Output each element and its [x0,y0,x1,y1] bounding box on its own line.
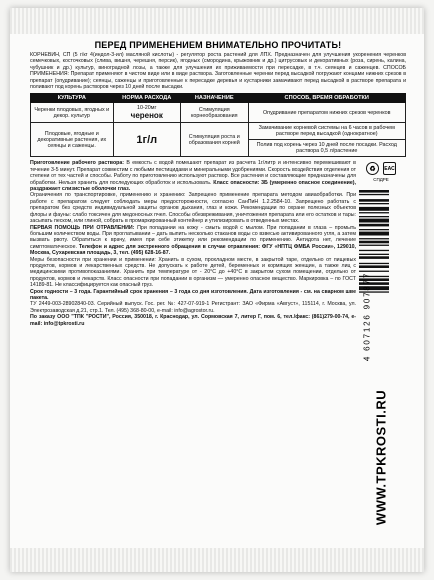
first-aid-body: При попадании на кожу - смыть водой с мылом. При попадании в глаза – промыть большим количеством воды. При проглатывании – дать выпить несколько стаканов воды со взвесью активированного угля, а затем вызвать рвоту. Обратиться к врачу, имея при себе этикетку или рекомендации по применению. Антидота нет, лечение симптоматическое. [30,224,356,250]
recycle-icon: ♻ [366,162,379,175]
product-label [10,8,424,572]
table-row [31,123,406,140]
eac-mark-label: ЕАС [384,165,395,172]
rate-cell [113,103,181,123]
barcode-number: 4 607126 907877 [362,271,372,362]
shelf-life-text: Срок годности – 3 года. Гарантийный срок хранения – 3 года со дня изготовления. Дата изготовления - см. на сварном шве пакета. [30,288,356,301]
website-label [366,370,388,550]
bottom-crimp-seal [10,548,424,572]
label-heading: ПЕРЕД ПРИМЕНЕНИЕМ ВНИМАТЕЛЬНО ПРОЧИТАТЬ! [94,40,342,50]
purpose-cell: Стимуляция роста и образования корней [181,123,249,157]
marking-icons [356,162,406,175]
intro-text: КОРНЕВИН, СП (5 г/кг 4(индол-3-ил) масляной кислоты) - регулятор роста растений для ЛПХ. Предназначен для улучшения укоренения черенков семечковых, косточковых (слива, вишня, черешня, персик), ягодных (смородина, крыжовник и др.) цитрусовых и декоративных (роза, сирень, калина, чубушник и др.) культур, виноградной лозы, а также для улучшения их приживаемости при пересадке, в т.ч. сеянцев и саженцев. СПОСОБ ПРИМЕНЕНИЯ: Препарат применяют в чистом виде или в виде раствора. Заготовленные черенки перед высадкой погружают концами нижних срезов в препарат (опудривание); сеянцы, саженцы и приготовленные к пересадке деревья и кустарники замачивают перед высадкой в растворе препарата и поливают под корень растворов через 10 дней после высадки. [30,52,406,91]
storage-text: Меры безопасности при хранении и применении: Хранить в сухом, прохладном месте, в закрытой таре, отдельно от пищевых продуктов, кормов и лекарственных средств. Не допускать к работе детей, беременных и кормящих женщин, а также лиц с медицинскими противопоказаниями. Хранить при температуре от - 20°С до +40°С в закрытом сухом помещении, отдельно от продуктов, кормов и лекарств. Класс опасности при попадании в организм — умеренно опасное вещество. Маркировка – по ГОСТ 14189-81. Не классифицируется как опасный груз. [30,256,356,289]
preparation-title: Приготовление рабочего раствора: [30,160,125,167]
rate-value: 10-20мг [137,105,157,112]
hazard-class-note: Класс опасности: 3Б (умеренно опасное соединение), раздражает слизистые оболочки глаз. [30,179,357,193]
rate-cell: 1г/л [113,123,181,157]
eac-mark-icon [383,162,396,175]
instructions-column [30,160,356,327]
barcode [359,188,403,358]
culture-cell: Плодовые, ягодные и декоративные растения, их сеянцы и саженцы. [31,123,114,157]
col-header-rate: НОРМА РАСХОДА [113,94,181,103]
restrictions-text: Ограничения по транспортировке, применению и хранению: Запрещено применение препарата методом авиаобработки. При работе с препаратом следует соблюдать меры предосторожности, согласно СанПиН 1.2.2584-10. Запрещено работать с препаратом без средств индивидуальной защиты органов дыхания, глаз и кожи. Рекомендации по охране полезных объектов флоры и фауны: слабо токсичен для медоносных пчел. Способы обезвреживания, уничтожения препарата или его остатков и тары: засыпать песком, или глиной, собрать в промаркированный контейнер и утилизировать в отведенных местах. [30,192,356,225]
dosage-table [30,93,406,157]
registrant-text: ТУ 2449-003-28902840-03. Серийный выпуск. Гос. рег. №: 427-07-919-1 Регистрант: ЗАО «Фирма «Август», 115114, г. Москва, ул. Электрозаводская д.21, стр.1. Тел. (495) 368-80-00, e-mail: info@agrostor.ru. [30,301,356,314]
method-cell: Опудривание препаратом нижних срезов черенков [248,103,406,123]
preparation-text [30,160,356,192]
website-url: WWW.TPKROSTI.RU [373,390,389,526]
rate-unit: черенок [130,111,163,121]
purpose-cell: Стимуляция корнеобразования [181,103,249,123]
method-cell: Замачивание корневой системы на 6 часов в рабочем растворе перед высадкой (однократное) [248,123,406,140]
first-aid-text [30,225,356,257]
lower-section [30,160,406,526]
first-aid-title: ПЕРВАЯ ПОМОЩЬ ПРИ ОТРАВЛЕНИИ: [30,224,135,231]
emergency-phone-title: Телефон и адрес для экстренного обращения в случае отравления: [78,243,260,250]
table-row [31,103,406,123]
col-header-purpose: НАЗНАЧЕНИЕ [181,94,249,103]
cert-label: СПДРЕ [373,177,389,183]
order-text: По заказу ООО "ТПК "РОСТИ", Россия, 350018, г. Краснодар, ул. Сормовская 7, литер Г, пом. 6, тел./факс: (861)279-00-74, e-mail: info@tpkrosti.ru [30,314,356,327]
method-cell: Полив под корень через 10 дней после посадки. Расход раствора 0,5 л/растение [248,140,406,157]
culture-cell: Черенки плодовых, ягодных и декор. культур [31,103,114,123]
col-header-method: СПОСОБ, ВРЕМЯ ОБРАБОТКИ [248,94,406,103]
top-crimp-seal [10,8,424,34]
preparation-body: В емкость с водой помешают препарат из расчета 1г/литр и интенсивно перемешивают в течение 3-5 минут. Препарат совместим с любыми пестицидами и минеральными удобрениями. Скорость воздействия отделения от степени от тех частей и способы. Работу по приготовлению используют раствор. Все растения и составляющие предназначены для обработки. Нельзя хранить для последующих обработок и использовать. [30,160,356,186]
label-content [30,38,406,526]
side-panel [356,160,406,526]
col-header-culture: КУЛЬТУРА [31,94,114,103]
emergency-phone: ФГУ «НПТЦ ФМБА России», 129010, Москва, Сухаревская площадь, 3, тел. (495) 628-16-87. [30,243,356,257]
